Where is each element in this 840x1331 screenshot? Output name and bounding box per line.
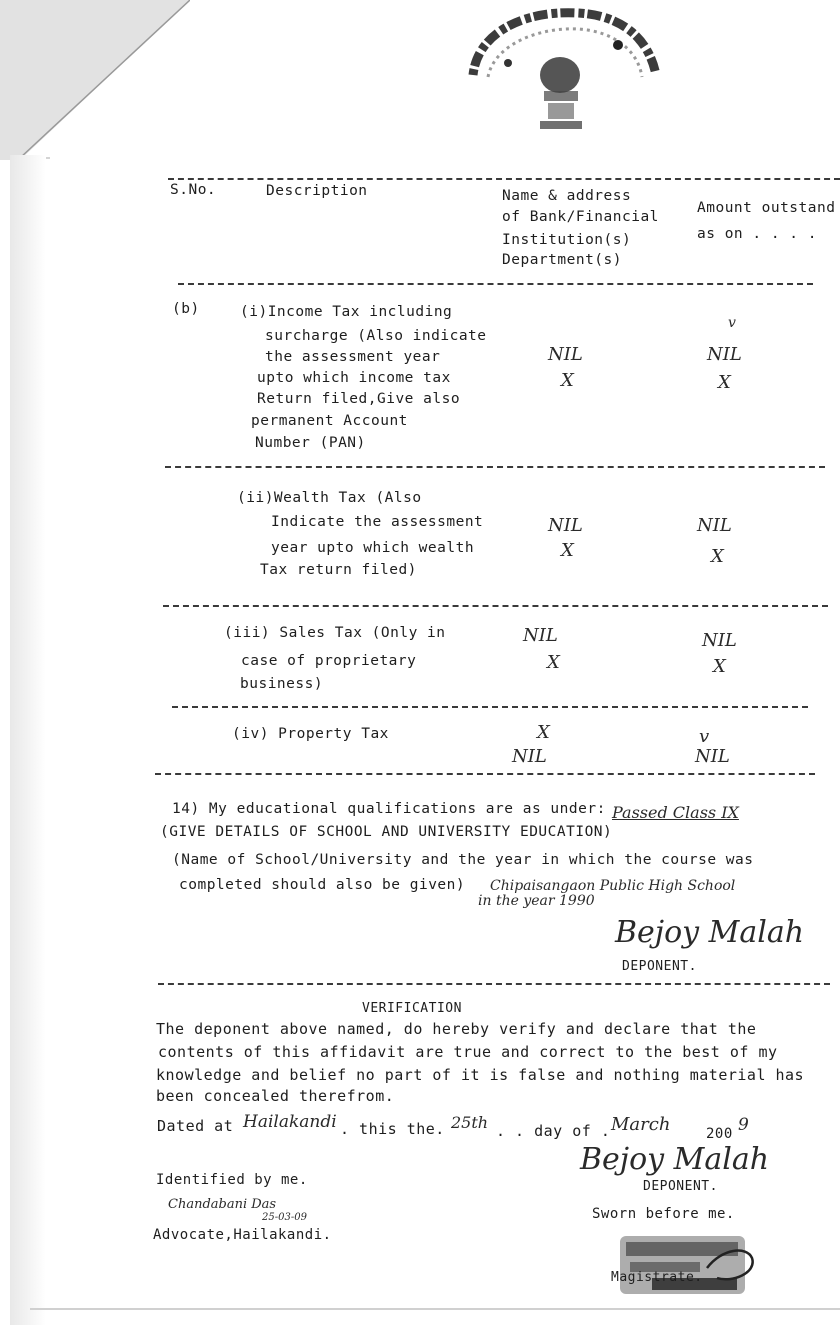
row-iii-bank-value: NIL [523, 625, 558, 646]
row-iii-line-1: (iii) Sales Tax (Only in [224, 625, 446, 641]
advocate-signature: Chandabani Das [168, 1197, 277, 1212]
education-line-4: completed should also be given) [179, 877, 466, 893]
row-i-line-6: permanent Account [251, 413, 408, 429]
dated-place: Hailakandi [243, 1112, 337, 1132]
row-ii-line-3: year upto which wealth [271, 540, 475, 556]
row-i-line-4: upto which income tax [257, 370, 451, 386]
row-iii-line-3: business) [240, 676, 324, 692]
row-i-line-2: surcharge (Also indicate [265, 328, 487, 344]
row-i-amount-tick: v [728, 315, 736, 331]
verification-line-3: knowledge and belief no part of it is false and nothing material has [156, 1066, 805, 1084]
header-bank-line-2: of Bank/Financial [502, 209, 659, 225]
deponent-signature-2: Bejoy Malah [580, 1142, 770, 1177]
row-iii-amount-value: NIL [702, 630, 737, 651]
header-sno: S.No. [170, 182, 217, 198]
header-amount-line-2: as on . . . . [697, 226, 817, 242]
row-iv-bank-cross: X [537, 722, 550, 743]
dated-day-of: . . day of . [496, 1122, 611, 1140]
paper-left-edge [10, 155, 46, 1325]
magistrate-stamp [612, 1228, 762, 1303]
identified-label: Identified by me. [156, 1172, 308, 1188]
row-i-bank-cross: X [561, 370, 574, 391]
dated-this-the: . this the. [340, 1120, 445, 1138]
verification-top-rule [158, 983, 830, 985]
advocate-label: Advocate,Hailakandi. [153, 1227, 332, 1243]
magistrate-label: Magistrate. [611, 1270, 703, 1285]
row-iii-line-2: case of proprietary [241, 653, 417, 669]
header-amount-line-1: Amount outstand [697, 200, 836, 216]
row-ii-line-1: (ii)Wealth Tax (Also [237, 490, 422, 506]
sworn-before-me: Sworn before me. [592, 1206, 735, 1222]
row-ii-line-4: Tax return filed) [260, 562, 417, 578]
row-i-line-7: Number (PAN) [255, 435, 366, 451]
row-i-line-1: (i)Income Tax including [240, 304, 453, 320]
header-bank-line-1: Name & address [502, 188, 632, 204]
folded-corner [0, 0, 190, 160]
row-iii-bottom-rule [172, 706, 808, 708]
verification-title: VERIFICATION [362, 1001, 462, 1016]
row-i-amount-cross: X [718, 372, 731, 393]
education-line-3: (Name of School/University and the year in which the course was [172, 852, 754, 868]
row-iii-amount-cross: X [713, 656, 726, 677]
row-iv-amount-value: NIL [695, 746, 730, 767]
table-top-rule [168, 178, 840, 180]
national-emblem-seal [468, 5, 668, 140]
dated-label: Dated at [157, 1117, 234, 1135]
header-bank-line-4: Department(s) [502, 252, 622, 268]
header-bottom-rule [178, 283, 813, 285]
verification-line-4: been concealed therefrom. [156, 1087, 395, 1105]
row-ii-bank-value: NIL [548, 515, 583, 536]
row-iv-line-1: (iv) Property Tax [232, 726, 389, 742]
table-bottom-rule [155, 773, 815, 775]
deponent-label-2: DEPONENT. [643, 1179, 718, 1194]
row-i-line-3: the assessment year [265, 349, 441, 365]
row-iv-bank-value: NIL [512, 746, 547, 767]
verification-line-1: The deponent above named, do hereby verify and declare that the [156, 1020, 757, 1038]
row-i-amount-value: NIL [707, 344, 742, 365]
education-answer-1: Passed Class IX [612, 803, 739, 822]
deponent-label-1: DEPONENT. [622, 959, 697, 974]
education-answer-2a: Chipaisangaon Public High School [490, 878, 736, 894]
row-i-bank-value: NIL [548, 344, 583, 365]
row-ii-bank-cross: X [561, 540, 574, 561]
header-description: Description [266, 183, 368, 199]
row-ii-amount-cross: X [711, 546, 724, 567]
row-ii-amount-value: NIL [697, 515, 732, 536]
row-iii-bank-cross: X [547, 652, 560, 673]
section-label-b: (b) [172, 301, 200, 317]
education-answer-2b: in the year 1990 [478, 893, 595, 909]
row-iv-amount-tick: v [699, 726, 710, 747]
dated-year: 200 [706, 1126, 733, 1142]
row-ii-bottom-rule [163, 605, 828, 607]
deponent-signature-1: Bejoy Malah [615, 915, 805, 950]
row-ii-line-2: Indicate the assessment [271, 514, 484, 530]
advocate-date: 25-03-09 [262, 1212, 307, 1223]
dated-day: 25th [451, 1113, 489, 1132]
paper-bottom-edge [30, 1308, 840, 1310]
header-bank-line-3: Institution(s) [502, 232, 632, 248]
row-i-line-5: Return filed,Give also [257, 391, 461, 407]
dated-year-digit: 9 [738, 1115, 749, 1135]
verification-line-2: contents of this affidavit are true and correct to the best of my [158, 1043, 778, 1061]
education-line-1: 14) My educational qualifications are as under: [172, 801, 606, 817]
row-i-bottom-rule [165, 466, 825, 468]
education-line-2: (GIVE DETAILS OF SCHOOL AND UNIVERSITY EDUCATION) [160, 824, 613, 840]
dated-month: March [611, 1114, 671, 1135]
